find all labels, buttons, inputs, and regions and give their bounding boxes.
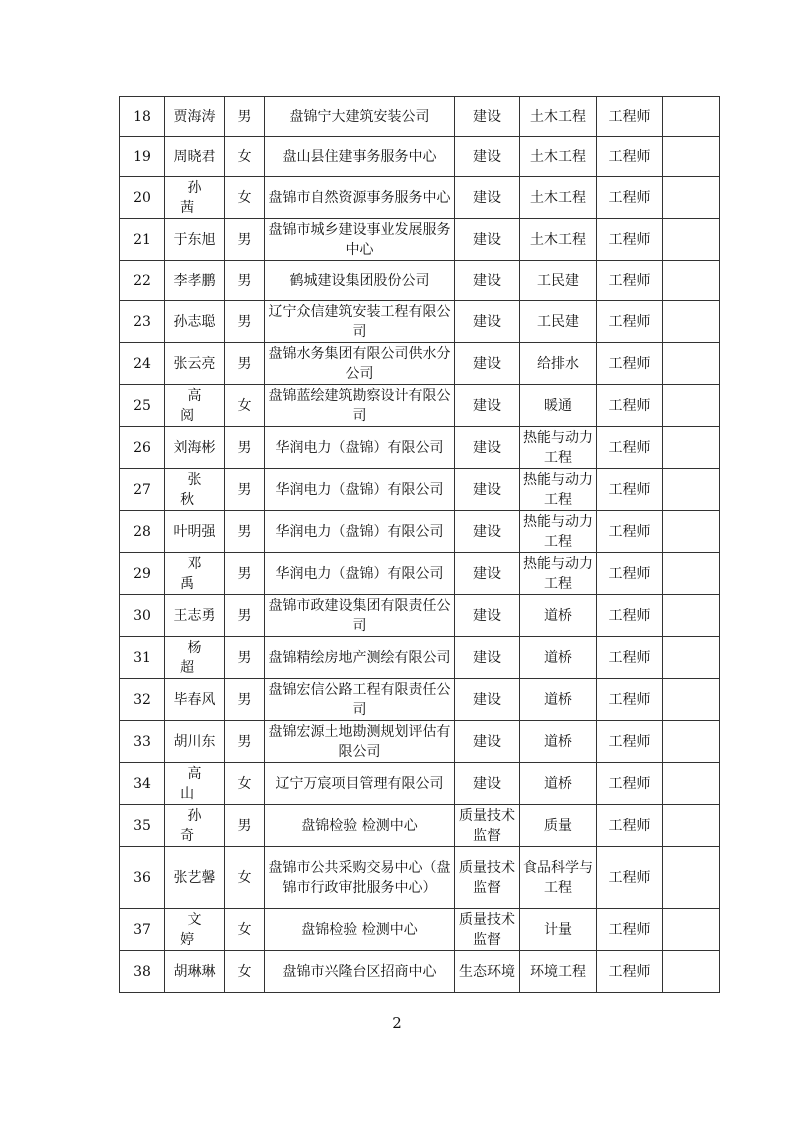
table-row bbox=[120, 637, 720, 679]
cell-major: 计量 bbox=[520, 909, 597, 951]
cell-major: 道桥 bbox=[520, 679, 597, 721]
cell-organization: 华润电力（盘锦）有限公司 bbox=[265, 553, 455, 595]
cell-title: 工程师 bbox=[597, 511, 663, 553]
cell-organization: 盘锦宏源土地勘测规划评估有限公司 bbox=[265, 721, 455, 763]
table-row bbox=[120, 427, 720, 469]
cell-title: 工程师 bbox=[597, 97, 663, 137]
cell-no: 30 bbox=[120, 595, 165, 637]
cell-name: 贾海涛 bbox=[165, 97, 225, 137]
cell-field: 建设 bbox=[455, 261, 520, 301]
cell-gender: 男 bbox=[225, 637, 265, 679]
cell-major: 热能与动力工程 bbox=[520, 553, 597, 595]
cell-gender: 女 bbox=[225, 951, 265, 993]
cell-organization: 盘锦市兴隆台区招商中心 bbox=[265, 951, 455, 993]
cell-field: 建设 bbox=[455, 219, 520, 261]
cell-name: 叶明强 bbox=[165, 511, 225, 553]
cell-field: 建设 bbox=[455, 385, 520, 427]
cell-no: 25 bbox=[120, 385, 165, 427]
cell-gender: 男 bbox=[225, 595, 265, 637]
cell-field: 质量技术监督 bbox=[455, 847, 520, 909]
cell-name: 孙志聪 bbox=[165, 301, 225, 343]
table-row bbox=[120, 177, 720, 219]
cell-major: 食品科学与工程 bbox=[520, 847, 597, 909]
cell-gender: 女 bbox=[225, 847, 265, 909]
cell-organization: 华润电力（盘锦）有限公司 bbox=[265, 469, 455, 511]
cell-gender: 女 bbox=[225, 763, 265, 805]
cell-organization: 盘锦市政建设集团有限责任公司 bbox=[265, 595, 455, 637]
cell-field: 建设 bbox=[455, 637, 520, 679]
table-row bbox=[120, 343, 720, 385]
cell-title: 工程师 bbox=[597, 909, 663, 951]
cell-no: 32 bbox=[120, 679, 165, 721]
cell-title: 工程师 bbox=[597, 469, 663, 511]
cell-field: 建设 bbox=[455, 763, 520, 805]
cell-remark bbox=[663, 261, 720, 301]
cell-major: 道桥 bbox=[520, 721, 597, 763]
table-row bbox=[120, 137, 720, 177]
cell-name: 李孝鹏 bbox=[165, 261, 225, 301]
cell-major: 给排水 bbox=[520, 343, 597, 385]
cell-remark bbox=[663, 219, 720, 261]
table-row bbox=[120, 909, 720, 951]
cell-field: 建设 bbox=[455, 177, 520, 219]
cell-field: 建设 bbox=[455, 97, 520, 137]
cell-gender: 女 bbox=[225, 177, 265, 219]
cell-remark bbox=[663, 763, 720, 805]
cell-organization: 盘锦宏信公路工程有限责任公司 bbox=[265, 679, 455, 721]
cell-remark bbox=[663, 469, 720, 511]
cell-organization: 华润电力（盘锦）有限公司 bbox=[265, 427, 455, 469]
cell-remark bbox=[663, 97, 720, 137]
cell-name: 于东旭 bbox=[165, 219, 225, 261]
cell-no: 23 bbox=[120, 301, 165, 343]
cell-remark bbox=[663, 721, 720, 763]
cell-no: 28 bbox=[120, 511, 165, 553]
cell-organization: 盘锦宁大建筑安装公司 bbox=[265, 97, 455, 137]
cell-remark bbox=[663, 595, 720, 637]
cell-no: 36 bbox=[120, 847, 165, 909]
cell-remark bbox=[663, 343, 720, 385]
cell-field: 质量技术监督 bbox=[455, 909, 520, 951]
cell-field: 建设 bbox=[455, 721, 520, 763]
table-row bbox=[120, 261, 720, 301]
table-row bbox=[120, 553, 720, 595]
cell-organization: 鹤城建设集团股份公司 bbox=[265, 261, 455, 301]
cell-title: 工程师 bbox=[597, 763, 663, 805]
table-row bbox=[120, 301, 720, 343]
table-row bbox=[120, 805, 720, 847]
cell-field: 质量技术监督 bbox=[455, 805, 520, 847]
cell-name: 王志勇 bbox=[165, 595, 225, 637]
cell-name: 刘海彬 bbox=[165, 427, 225, 469]
table-row bbox=[120, 721, 720, 763]
cell-remark bbox=[663, 637, 720, 679]
cell-organization: 盘锦检验 检测中心 bbox=[265, 805, 455, 847]
cell-major: 土木工程 bbox=[520, 137, 597, 177]
cell-organization: 盘锦市城乡建设事业发展服务中心 bbox=[265, 219, 455, 261]
cell-title: 工程师 bbox=[597, 137, 663, 177]
cell-name: 文婷 bbox=[165, 909, 225, 951]
cell-no: 27 bbox=[120, 469, 165, 511]
cell-name: 高阅 bbox=[165, 385, 225, 427]
cell-title: 工程师 bbox=[597, 385, 663, 427]
table-row bbox=[120, 595, 720, 637]
cell-major: 环境工程 bbox=[520, 951, 597, 993]
cell-major: 土木工程 bbox=[520, 97, 597, 137]
cell-field: 建设 bbox=[455, 427, 520, 469]
cell-no: 20 bbox=[120, 177, 165, 219]
cell-name: 孙茜 bbox=[165, 177, 225, 219]
cell-remark bbox=[663, 427, 720, 469]
cell-major: 暖通 bbox=[520, 385, 597, 427]
table-row bbox=[120, 847, 720, 909]
cell-field: 建设 bbox=[455, 469, 520, 511]
cell-remark bbox=[663, 679, 720, 721]
cell-organization: 华润电力（盘锦）有限公司 bbox=[265, 511, 455, 553]
table-row bbox=[120, 951, 720, 993]
cell-remark bbox=[663, 177, 720, 219]
cell-gender: 男 bbox=[225, 553, 265, 595]
cell-organization: 盘锦检验 检测中心 bbox=[265, 909, 455, 951]
cell-no: 22 bbox=[120, 261, 165, 301]
cell-no: 33 bbox=[120, 721, 165, 763]
cell-no: 21 bbox=[120, 219, 165, 261]
cell-remark bbox=[663, 553, 720, 595]
cell-title: 工程师 bbox=[597, 427, 663, 469]
cell-organization: 辽宁众信建筑安装工程有限公司 bbox=[265, 301, 455, 343]
table-row bbox=[120, 469, 720, 511]
cell-title: 工程师 bbox=[597, 177, 663, 219]
cell-organization: 盘锦蓝绘建筑勘察设计有限公司 bbox=[265, 385, 455, 427]
cell-title: 工程师 bbox=[597, 219, 663, 261]
cell-title: 工程师 bbox=[597, 595, 663, 637]
cell-gender: 男 bbox=[225, 301, 265, 343]
cell-field: 建设 bbox=[455, 511, 520, 553]
cell-major: 道桥 bbox=[520, 763, 597, 805]
cell-name: 邓禹 bbox=[165, 553, 225, 595]
cell-title: 工程师 bbox=[597, 261, 663, 301]
roster-table bbox=[119, 96, 720, 993]
cell-gender: 男 bbox=[225, 97, 265, 137]
cell-name: 张艺馨 bbox=[165, 847, 225, 909]
cell-remark bbox=[663, 805, 720, 847]
cell-gender: 女 bbox=[225, 385, 265, 427]
cell-major: 工民建 bbox=[520, 261, 597, 301]
cell-no: 29 bbox=[120, 553, 165, 595]
cell-gender: 女 bbox=[225, 137, 265, 177]
cell-major: 热能与动力工程 bbox=[520, 511, 597, 553]
cell-name: 张云亮 bbox=[165, 343, 225, 385]
cell-major: 土木工程 bbox=[520, 177, 597, 219]
cell-organization: 盘锦水务集团有限公司供水分公司 bbox=[265, 343, 455, 385]
cell-major: 质量 bbox=[520, 805, 597, 847]
cell-organization: 盘锦市自然资源事务服务中心 bbox=[265, 177, 455, 219]
cell-name: 孙奇 bbox=[165, 805, 225, 847]
cell-no: 26 bbox=[120, 427, 165, 469]
cell-gender: 男 bbox=[225, 805, 265, 847]
cell-field: 生态环境 bbox=[455, 951, 520, 993]
page-number: 2 bbox=[392, 1014, 402, 1032]
table-row bbox=[120, 511, 720, 553]
cell-no: 37 bbox=[120, 909, 165, 951]
cell-field: 建设 bbox=[455, 595, 520, 637]
cell-title: 工程师 bbox=[597, 301, 663, 343]
cell-field: 建设 bbox=[455, 137, 520, 177]
cell-name: 毕春风 bbox=[165, 679, 225, 721]
cell-no: 34 bbox=[120, 763, 165, 805]
cell-field: 建设 bbox=[455, 679, 520, 721]
cell-name: 杨超 bbox=[165, 637, 225, 679]
cell-remark bbox=[663, 511, 720, 553]
cell-title: 工程师 bbox=[597, 553, 663, 595]
cell-organization: 盘锦市公共采购交易中心（盘锦市行政审批服务中心） bbox=[265, 847, 455, 909]
cell-remark bbox=[663, 909, 720, 951]
cell-title: 工程师 bbox=[597, 343, 663, 385]
cell-major: 道桥 bbox=[520, 637, 597, 679]
cell-name: 胡琳琳 bbox=[165, 951, 225, 993]
cell-major: 土木工程 bbox=[520, 219, 597, 261]
cell-remark bbox=[663, 951, 720, 993]
cell-major: 道桥 bbox=[520, 595, 597, 637]
cell-field: 建设 bbox=[455, 343, 520, 385]
roster-body bbox=[120, 97, 720, 993]
cell-title: 工程师 bbox=[597, 721, 663, 763]
cell-title: 工程师 bbox=[597, 637, 663, 679]
cell-gender: 男 bbox=[225, 469, 265, 511]
cell-no: 18 bbox=[120, 97, 165, 137]
cell-major: 热能与动力工程 bbox=[520, 469, 597, 511]
cell-remark bbox=[663, 137, 720, 177]
cell-field: 建设 bbox=[455, 553, 520, 595]
cell-organization: 辽宁万宸项目管理有限公司 bbox=[265, 763, 455, 805]
table-row bbox=[120, 219, 720, 261]
cell-no: 19 bbox=[120, 137, 165, 177]
cell-remark bbox=[663, 301, 720, 343]
cell-name: 高山 bbox=[165, 763, 225, 805]
cell-remark bbox=[663, 847, 720, 909]
cell-field: 建设 bbox=[455, 301, 520, 343]
cell-title: 工程师 bbox=[597, 847, 663, 909]
cell-major: 工民建 bbox=[520, 301, 597, 343]
cell-organization: 盘山县住建事务服务中心 bbox=[265, 137, 455, 177]
cell-no: 31 bbox=[120, 637, 165, 679]
table-row bbox=[120, 97, 720, 137]
cell-organization: 盘锦精绘房地产测绘有限公司 bbox=[265, 637, 455, 679]
table-row bbox=[120, 763, 720, 805]
cell-gender: 男 bbox=[225, 261, 265, 301]
cell-title: 工程师 bbox=[597, 679, 663, 721]
table-row bbox=[120, 679, 720, 721]
cell-name: 胡川东 bbox=[165, 721, 225, 763]
cell-no: 38 bbox=[120, 951, 165, 993]
cell-remark bbox=[663, 385, 720, 427]
cell-gender: 男 bbox=[225, 427, 265, 469]
cell-name: 周晓君 bbox=[165, 137, 225, 177]
table-row bbox=[120, 385, 720, 427]
cell-no: 24 bbox=[120, 343, 165, 385]
cell-gender: 男 bbox=[225, 511, 265, 553]
cell-gender: 女 bbox=[225, 909, 265, 951]
cell-gender: 男 bbox=[225, 343, 265, 385]
cell-no: 35 bbox=[120, 805, 165, 847]
cell-gender: 男 bbox=[225, 721, 265, 763]
cell-name: 张秋 bbox=[165, 469, 225, 511]
cell-gender: 男 bbox=[225, 219, 265, 261]
cell-gender: 男 bbox=[225, 679, 265, 721]
cell-title: 工程师 bbox=[597, 951, 663, 993]
cell-title: 工程师 bbox=[597, 805, 663, 847]
cell-major: 热能与动力工程 bbox=[520, 427, 597, 469]
